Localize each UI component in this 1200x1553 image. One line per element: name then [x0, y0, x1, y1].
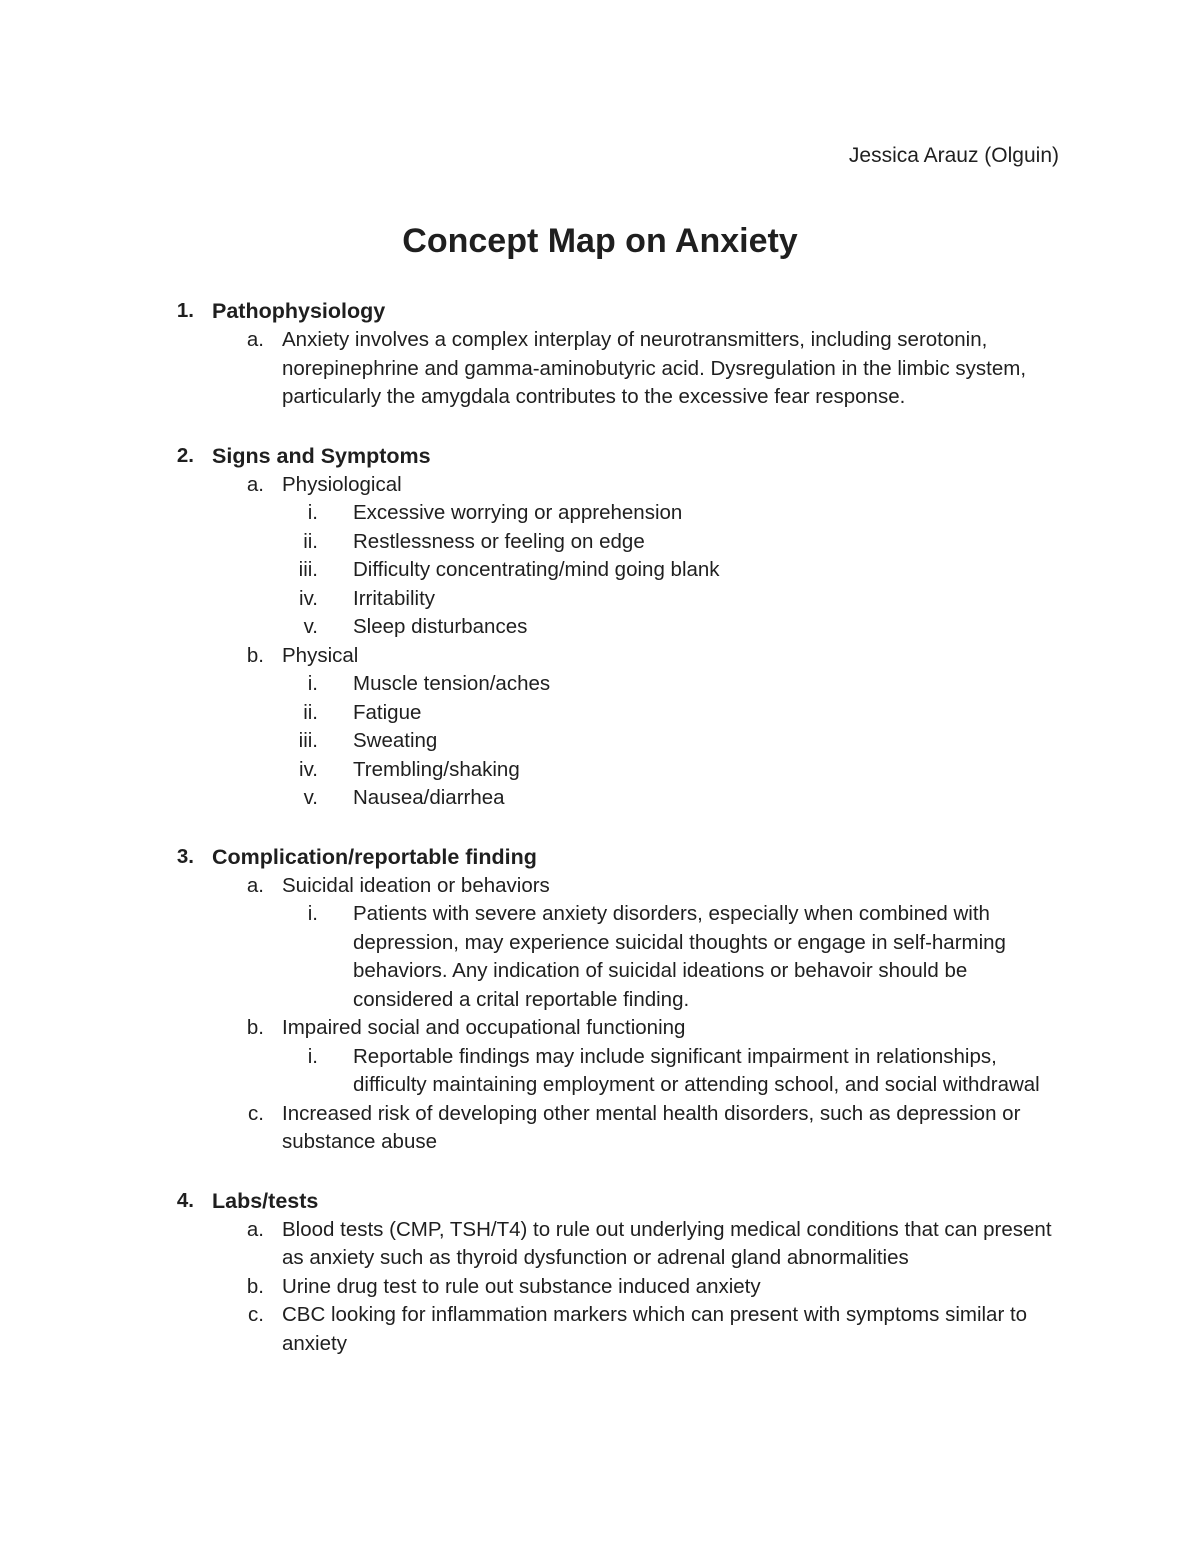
sub-list-item — [0, 900, 1200, 1014]
list-item — [0, 642, 1200, 671]
sub-list-item-marker: iii. — [298, 729, 318, 752]
section-heading — [0, 842, 1200, 872]
list-item-text: Suicidal ideation or behaviors — [282, 873, 550, 897]
section-heading — [0, 441, 1200, 471]
sub-list-item-text: Muscle tension/aches — [353, 672, 551, 695]
sub-list-item-text: Patients with severe anxiety disorders, especially when combined with depression, may experience suicidal thoughts or engage in self-harming behaviors. Any indication of suicidal ideations or behavoir should be considered a crital reportable finding. — [353, 902, 1006, 1011]
list-item — [0, 1014, 1200, 1043]
list-item — [0, 1273, 1200, 1302]
section-heading-marker: 1. — [176, 299, 194, 322]
sub-list-item-text: Trembling/shaking — [353, 757, 520, 781]
list-item-marker: a. — [246, 1217, 264, 1241]
list-item-marker: a. — [246, 472, 264, 496]
sub-list-item-text: Sleep disturbances — [353, 615, 528, 638]
list-item — [0, 1216, 1200, 1273]
outline-section — [0, 1186, 1200, 1359]
list-item-marker: b. — [246, 1016, 264, 1039]
sub-list-item-marker: i. — [307, 902, 318, 925]
list-item-marker: b. — [246, 1274, 264, 1298]
sub-list-item-marker: i. — [307, 501, 318, 524]
sub-list-item — [0, 670, 1200, 699]
outline-section — [0, 441, 1200, 813]
section-heading — [0, 296, 1200, 326]
list-item — [0, 1301, 1200, 1358]
sub-list-item — [0, 499, 1200, 528]
sub-list-item-marker: iv. — [299, 586, 318, 610]
sub-list-item — [0, 1043, 1200, 1100]
list-item-marker: a. — [246, 328, 264, 351]
sub-list-item — [0, 784, 1200, 813]
list-item-marker: b. — [246, 643, 264, 667]
list-item-text: Increased risk of developing other mental health disorders, such as depression or substance abuse — [282, 1101, 1021, 1153]
sub-list-item — [0, 556, 1200, 585]
sub-list-item-marker: ii. — [303, 700, 318, 724]
sub-list-item-text: Irritability — [353, 586, 436, 610]
list-item-text: Impaired social and occupational functioning — [282, 1016, 686, 1039]
sub-list-item — [0, 613, 1200, 642]
list-item-text: Physiological — [282, 472, 402, 496]
sub-list-item-text: Sweating — [353, 729, 438, 752]
section-heading-text: Complication/reportable finding — [212, 844, 537, 869]
sub-list-item-marker: i. — [307, 672, 318, 695]
document-title: Concept Map on Anxiety — [402, 222, 798, 260]
list-item-marker: a. — [246, 873, 264, 897]
outline-section — [0, 842, 1200, 1157]
outline-section — [0, 296, 1200, 412]
list-item — [0, 326, 1200, 412]
sub-list-item-marker: v. — [303, 786, 318, 809]
sub-list-item — [0, 528, 1200, 557]
sub-list-item-text: Nausea/diarrhea — [353, 786, 505, 809]
list-item-marker: c. — [248, 1101, 264, 1125]
sub-list-item-marker: i. — [307, 1044, 318, 1068]
sub-list-item — [0, 727, 1200, 756]
list-item-text: Blood tests (CMP, TSH/T4) to rule out underlying medical conditions that can present as anxiety such as thyroid dysfunction or adrenal gland abnormalities — [282, 1217, 1052, 1269]
sub-list-item — [0, 756, 1200, 785]
sub-list-item-marker: iii. — [298, 558, 318, 581]
section-heading-text: Pathophysiology — [212, 299, 386, 323]
section-heading-marker: 4. — [176, 1188, 194, 1212]
sub-list-item-text: Fatigue — [353, 700, 422, 724]
sub-list-item-text: Restlessness or feeling on edge — [353, 529, 645, 553]
list-item-text: Anxiety involves a complex interplay of neurotransmitters, including serotonin, norepinephrine and gamma-aminobutyric acid. Dysregulation in the limbic system, particularly the amygdala contributes to the excessive fear response. — [282, 328, 1027, 408]
section-heading-marker: 2. — [176, 443, 194, 467]
list-item-marker: c. — [248, 1303, 264, 1326]
section-heading-text: Signs and Symptoms — [212, 443, 431, 468]
sub-list-item — [0, 585, 1200, 614]
list-item-text: Physical — [282, 643, 359, 667]
sub-list-item-text: Reportable findings may include significant impairment in relationships, difficulty maintaining employment or attending school, and social withdrawal — [353, 1044, 1040, 1096]
section-heading — [0, 1186, 1200, 1216]
list-item — [0, 872, 1200, 901]
list-item-text: CBC looking for inflammation markers which can present with symptoms similar to anxiety — [282, 1303, 1028, 1355]
sub-list-item-marker: v. — [303, 615, 318, 638]
sub-list-item-marker: ii. — [303, 529, 318, 553]
sub-list-item — [0, 699, 1200, 728]
sub-list-item-text: Difficulty concentrating/mind going blank — [353, 558, 720, 581]
section-heading-marker: 3. — [176, 844, 194, 868]
author-name: Jessica Arauz (Olguin) — [848, 144, 1059, 167]
list-item — [0, 471, 1200, 500]
sub-list-item-marker: iv. — [299, 757, 318, 781]
list-item-text: Urine drug test to rule out substance induced anxiety — [282, 1274, 761, 1298]
sub-list-item-text: Excessive worrying or apprehension — [353, 501, 683, 524]
list-item — [0, 1100, 1200, 1157]
section-heading-text: Labs/tests — [212, 1188, 319, 1213]
document-body — [0, 296, 1200, 1387]
